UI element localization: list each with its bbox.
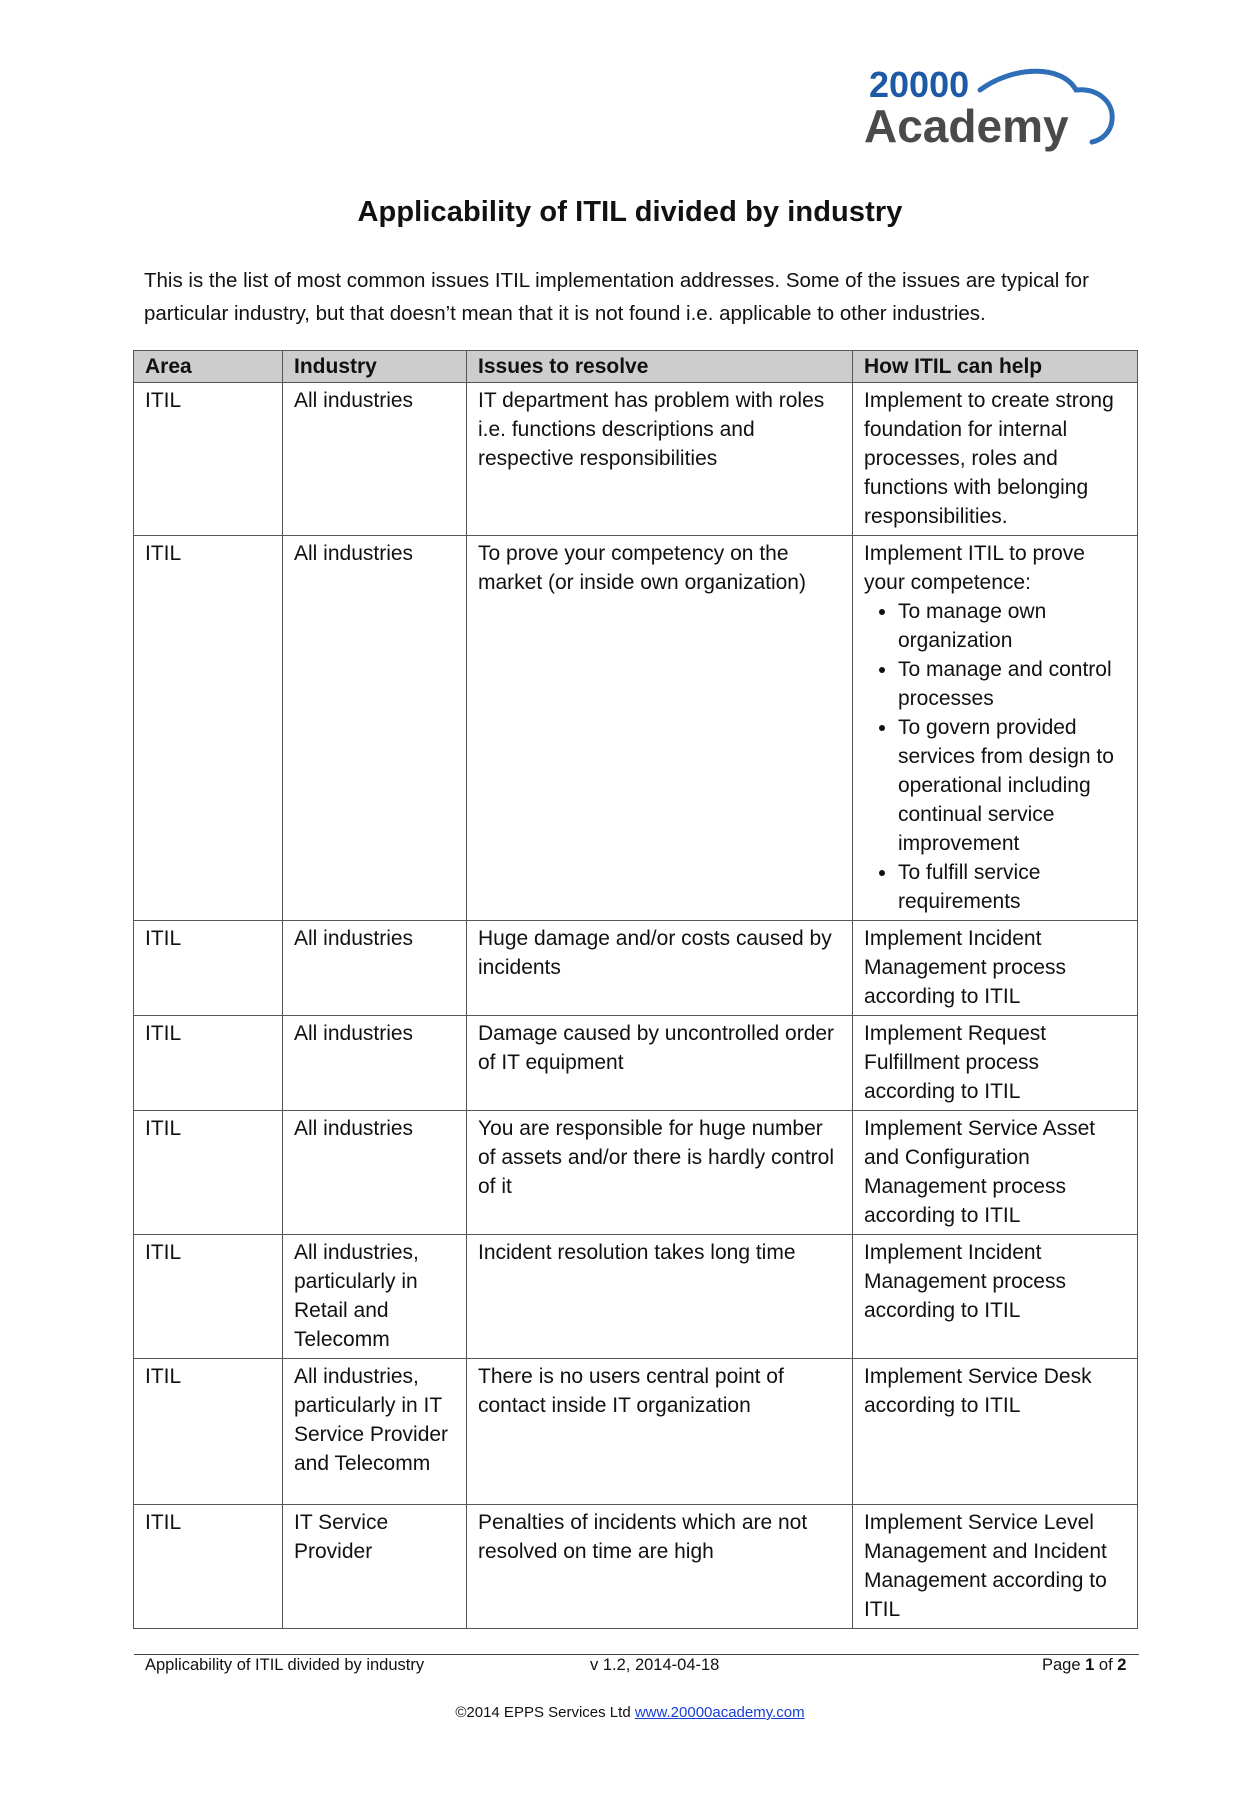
- help-bullet: • To fulfill service requirements: [898, 858, 1127, 916]
- header-area: Area: [134, 351, 283, 383]
- table-row: [134, 383, 1138, 536]
- cell-issue: IT department has problem with roles i.e. functions descriptions and respective responsibilities: [467, 383, 853, 536]
- page-total: 2: [1117, 1656, 1127, 1674]
- help-bullet-list: [864, 597, 1127, 916]
- copyright-line: [0, 1704, 1260, 1721]
- page-prefix: Page: [1042, 1656, 1086, 1674]
- cell-issue: Damage caused by uncontrolled order of IT equipment: [467, 1016, 853, 1111]
- help-intro: Implement ITIL to prove your competence:: [864, 542, 1085, 594]
- cell-issue: Incident resolution takes long time: [467, 1235, 853, 1359]
- cell-issue: Huge damage and/or costs caused by incidents: [467, 921, 853, 1016]
- help-bullet: • To manage own organization: [898, 597, 1127, 655]
- cell-help: Implement Incident Management process according to ITIL: [853, 1235, 1138, 1359]
- intro-paragraph: This is the list of most common issues ITIL implementation addresses. Some of the issues are typical for particular industry, but that doesn’t mean that it is not found i.e. applicable to other industries.: [144, 269, 1089, 325]
- cell-area: ITIL: [134, 921, 283, 1016]
- cell-industry: All industries: [283, 1016, 467, 1111]
- cell-help: Implement Service Desk according to ITIL: [853, 1359, 1138, 1505]
- table-row: [134, 1505, 1138, 1629]
- logo-number: 20000: [869, 64, 970, 105]
- cell-help: Implement to create strong foundation for internal processes, roles and functions with belonging responsibilities.: [853, 383, 1138, 536]
- page-title: Applicability of ITIL divided by industry: [357, 196, 903, 228]
- table-header-row: [134, 351, 1138, 383]
- cell-area: ITIL: [134, 383, 283, 536]
- cell-issue: To prove your competency on the market (or inside own organization): [467, 536, 853, 921]
- footer-divider: [134, 1654, 1139, 1655]
- help-bullet: • To govern provided services from design to operational including continual service improvement: [898, 713, 1127, 858]
- cell-area: ITIL: [134, 1505, 283, 1629]
- table-row: [134, 536, 1138, 921]
- website-link[interactable]: www.20000academy.com: [634, 1704, 805, 1721]
- cell-industry: All industries: [283, 1111, 467, 1235]
- footer-version: v 1.2, 2014-04-18: [590, 1656, 720, 1674]
- cell-help: [853, 536, 1138, 921]
- logo-word: Academy: [864, 100, 1069, 152]
- cell-industry: All industries, particularly in Retail and Telecomm: [283, 1235, 467, 1359]
- header-issues: Issues to resolve: [467, 351, 853, 383]
- table-row: [134, 1235, 1138, 1359]
- cell-help: Implement Incident Management process according to ITIL: [853, 921, 1138, 1016]
- cell-area: ITIL: [134, 536, 283, 921]
- cell-help: Implement Service Level Management and Incident Management according to ITIL: [853, 1505, 1138, 1629]
- 20000academy-logo: [862, 62, 1124, 160]
- table-row: [134, 921, 1138, 1016]
- cell-industry: All industries: [283, 536, 467, 921]
- header-how-itil-helps: How ITIL can help: [853, 351, 1138, 383]
- cell-help: Implement Request Fulfillment process according to ITIL: [853, 1016, 1138, 1111]
- page-mid: of: [1094, 1656, 1118, 1674]
- itil-industry-table: [133, 350, 1138, 1629]
- cell-issue: Penalties of incidents which are not resolved on time are high: [467, 1505, 853, 1629]
- cell-issue: You are responsible for huge number of assets and/or there is hardly control of it: [467, 1111, 853, 1235]
- page-current: 1: [1085, 1656, 1095, 1674]
- cell-issue: There is no users central point of contact inside IT organization: [467, 1359, 853, 1505]
- cell-industry: IT Service Provider: [283, 1505, 467, 1629]
- header-industry: Industry: [283, 351, 467, 383]
- cell-area: ITIL: [134, 1111, 283, 1235]
- footer-doc-title: Applicability of ITIL divided by industry: [145, 1656, 425, 1674]
- cell-area: ITIL: [134, 1016, 283, 1111]
- table-row: [134, 1016, 1138, 1111]
- cell-area: ITIL: [134, 1235, 283, 1359]
- cell-industry: All industries: [283, 921, 467, 1016]
- help-bullet: • To manage and control processes: [898, 655, 1127, 713]
- cell-industry: All industries: [283, 383, 467, 536]
- cell-area: ITIL: [134, 1359, 283, 1505]
- table-row: [134, 1111, 1138, 1235]
- footer-page-number: [1042, 1656, 1126, 1675]
- copyright-text: ©2014 EPPS Services Ltd: [455, 1704, 635, 1721]
- cell-help: Implement Service Asset and Configuration Management process according to ITIL: [853, 1111, 1138, 1235]
- cell-industry: All industries, particularly in IT Service Provider and Telecomm: [283, 1359, 467, 1505]
- table-row: [134, 1359, 1138, 1505]
